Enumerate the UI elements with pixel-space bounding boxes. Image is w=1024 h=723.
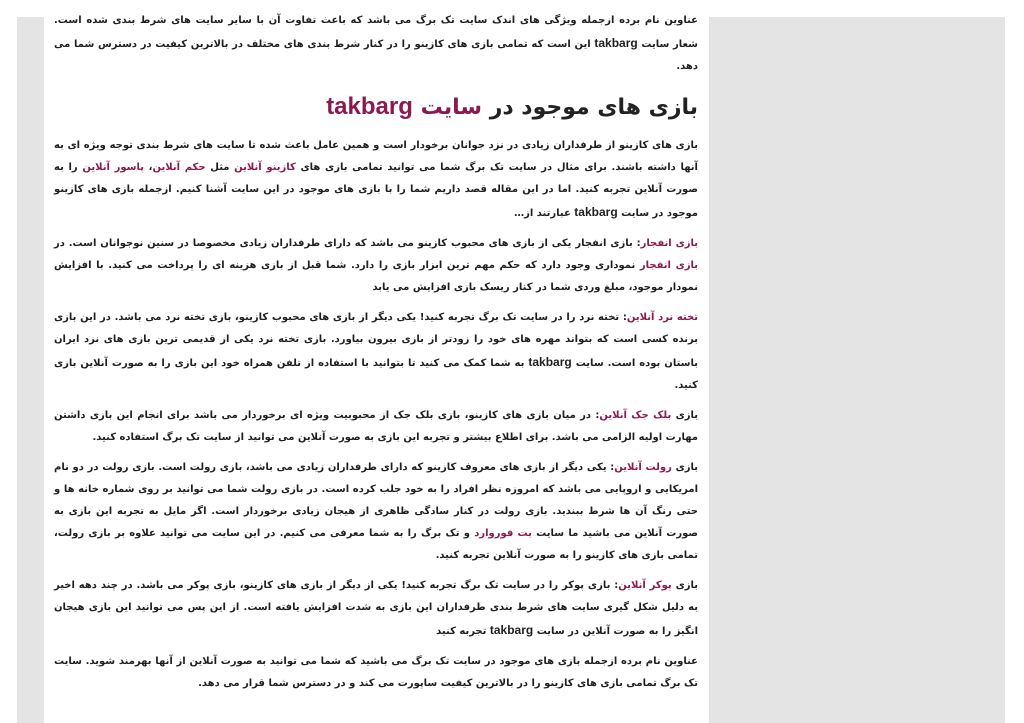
link-hokm-online[interactable]: حکم آنلاین: [152, 162, 206, 173]
link-pasoor-online[interactable]: پاسور آنلاین: [82, 162, 144, 173]
p5-text-0: بازی: [675, 462, 698, 473]
p4-text-0: بازی: [675, 410, 699, 421]
link-backgammon-online[interactable]: تخته نرد آنلاین: [626, 312, 698, 323]
right-sidebar: [709, 17, 1005, 723]
p2-text-2: نموداری وجود دارد که حکم مهم ترین ابزار بازی را دارد. شما قبل از بازی هزینه ای را پرداخت می کنید. با افزایش نمودار موجود، مبلغ وردی شما در کنار ریسک بازی افزایش می یابد: [54, 260, 698, 293]
link-poker-online[interactable]: پوکر آنلاین: [618, 580, 672, 591]
paragraph-poker: [54, 575, 698, 643]
brand-name: takbarg: [489, 623, 534, 637]
p6-text-0: بازی: [675, 580, 698, 591]
link-betforward[interactable]: بت فوروارد: [474, 528, 532, 539]
intro-text-1: عناوین نام برده ازجمله ویژگی های اندک سایت تک برگ می باشد که باعث تفاوت آن با سایر سایت های شرط بندی شده است. شعار سایت: [54, 15, 699, 50]
heading-brand: takbarg: [326, 93, 413, 120]
paragraph-crash-game: [54, 233, 698, 299]
left-side-panel: [17, 17, 44, 723]
heading-text: بازی های موجود در: [489, 95, 698, 120]
paragraph-backgammon: [54, 307, 698, 397]
p1-text-4: عبارتند از…: [514, 208, 571, 219]
p3-text-2: به شما کمک می کنید تا بتوانید با استفاده از تلفن همراه خود این بازی را به صورت آنلاین بازی کنید.: [54, 358, 698, 391]
p2-text-1: : بازی انفجار یکی از بازی های محبوب کازینو می باشد که دارای طرفداران زیادی مخصوصا در سنین نوجوانان است. در: [54, 238, 641, 249]
brand-name: takbarg: [528, 355, 572, 369]
intro-text-2: این است که تمامی بازی های کازینو را در کنار شرط بندی های مختلف در بالاترین کیفیت در دسترس شما می دهد.: [54, 39, 698, 72]
p1-separator: ،: [148, 162, 153, 173]
p4-text-1: : در میان بازی های کازینو، بازی بلک جک از محبوبیت ویژه ای برخوردار می باشد برای انجام این بازی داشتن مهارت اولیه الزامی می باشد. برای اطلاع بیشتر و تجربه این بازی به صورت آنلاین می توانید از سایت تک برگ استفاده کنید.: [54, 410, 698, 443]
p1-text-3: را به صورت آنلاین تجربه کنید. اما در این مقاله قصد داریم شما را با بازی های موجود در این سایت آشنا کنیم. ازجمله بازی های کازینو موجود در سایت: [54, 162, 698, 219]
heading-accent: سایت: [420, 95, 483, 120]
link-crash-game[interactable]: بازی انفجار: [640, 238, 698, 249]
link-blackjack-online[interactable]: بلک جک آنلاین: [599, 410, 672, 421]
paragraph-roulette: [54, 457, 698, 567]
p3-text-1: : تخته نرد را در سایت تک برگ تجربه کنید! یکی دیگر از بازی های محبوب کازینو، بازی تخته نرد می باشد. در این بازی برنده کسی است که بتواند مهره های خود را زودتر از بازی بیرون بیاورد. بازی تخته نرد یکی از قدیمی ترین بازی های نزد ایران باستان بوده است. سایت: [54, 312, 699, 369]
p1-text-2: مثل: [210, 162, 230, 173]
paragraph-intro-games: [54, 135, 698, 225]
p6-text-1: : بازی پوکر را در سایت تک برگ تجربه کنید! یکی از دیگر از بازی های کازینو، بازی پوکر می باشد. در چند دهه اخیر به دلیل شکل گیری سایت های شرط بندی طرفداران این بازی به شدت افزایش یافته است. از این پس می توانید این بازی هیجان انگیز را به صورت آنلاین در سایت: [54, 580, 698, 637]
intro-paragraph: [54, 10, 698, 78]
p5-text-1: : یکی دیگر از بازی های معروف کازینو که دارای طرفداران زیادی می باشد، بازی رولت است. بازی رولت در دو نام امریکایی و اروپایی می باشد که امروزه نظر افراد را به خود جلب کرده است. در بازی رولت شما می توانید بر روی شماره خانه ها و حتی رنگ آن ها شرط ببندید. بازی رولت در کنار سادگی ظاهری از هیجان زیادی برخوردار است. اگر مایل به تجربه این بازی به صورت آنلاین می باشید ما سایت: [54, 462, 699, 539]
brand-name: takbarg: [574, 205, 618, 219]
p6-text-2: تجربه کنید: [436, 626, 487, 637]
p7-text-1: عناوین نام برده ازجمله بازی های موجود در سایت تک برگ می باشید که شما می توانید به صورت آنلاین از آنها بهرمند شوید. سایت تک برگ تمامی بازی های کازینو را در بالاترین کیفیت ساپورت می کند و در دسترس شما قرار می دهد.: [54, 656, 698, 689]
section-heading: [54, 92, 698, 123]
link-crash-game-2[interactable]: بازی انفجار: [639, 260, 698, 271]
link-roulette-online[interactable]: رولت آنلاین: [614, 462, 672, 473]
paragraph-conclusion: [54, 651, 698, 695]
link-online-casino[interactable]: کازینو آنلاین: [234, 162, 296, 173]
p1-text-1: بازی های کازینو از طرفداران زیادی در نزد جوانان برخودار است و همین عامل باعث شده تا سایت های شرط بندی توجه ویژه ای به آنها داشته باشند. برای مثال در سایت تک برگ شما می توانید تمامی بازی های: [54, 140, 698, 173]
paragraph-blackjack: [54, 405, 698, 449]
brand-name: takbarg: [594, 36, 638, 50]
article-content: [54, 10, 698, 703]
p5-text-2: و تک برگ را به شما معرفی می کنیم. در این سایت می توانید علاوه بر بازی رولت، تمامی بازی های کازینو را به صورت آنلاین تجربه کنید.: [54, 528, 698, 561]
